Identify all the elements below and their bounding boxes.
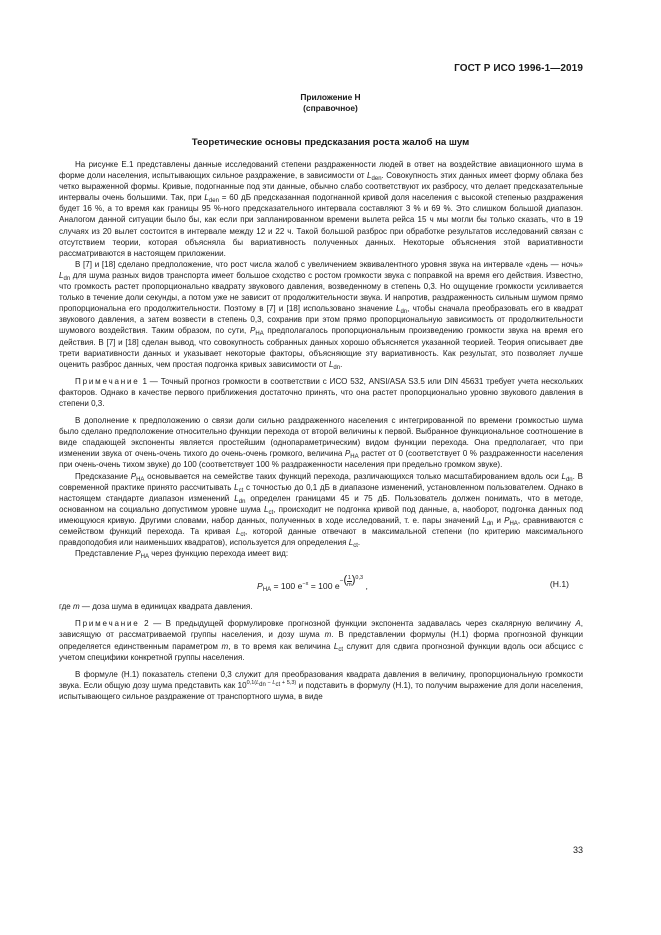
formula-legend: где m — доза шума в единицах квадрата давления. bbox=[59, 602, 253, 612]
annex-title: Приложение Н bbox=[300, 92, 361, 102]
formula-number: (Н.1) bbox=[549, 579, 569, 590]
formula-h1 bbox=[59, 563, 583, 601]
paragraph: В [7] и [18] сделано предположение, что рост числа жалоб с увеличением эквивалентного уровня звука на интервале «день — ночь» $L_{dn}$ для шума разных видов транспорта имеет большое сходство с ростом громкости звука с поправкой на время его действия. Известно, что громкость растет пропорционально квадрату звукового давления, возведенному в степень 0,3. Но ощущение громкости усиливается только в течение доли секунды, а потом уже не зависит от продолжительности звука. И напротив, раздраженность сильным шумом прямо пропорциональна его продолжительности. Поэтому в [7] и [18] использовано значение $L_{dn}$, чтобы сначала преобразовать его в квадрат звукового давления, а затем возвести в степень 0,3, сохранив при этом прямо пропорциональную зависимость от продолжительности шумового воздействия. Таким образом, по сути, $P_{HA}$ предполагалось пропорциональным произведению громкости звука на время его действия. В [7] и [18] сделан вывод, что совокупность собранных данных хорошо объясняется указанной теорией. Теория описывает две трети вариативности данных и указывает некоторые факторы, объясняющие эту вариативность. Как результат, это позволяет лучше оценить разброс данных, чем простая подгонка кривых зависимости от $L_{dn}$. bbox=[59, 259, 583, 371]
annex-subtitle: (справочное) bbox=[303, 103, 358, 113]
note-label: Примечание bbox=[75, 376, 140, 386]
paragraph: Представление $P_{HA}$ через функцию перехода имеет вид: bbox=[75, 549, 289, 561]
document-header: ГОСТ Р ИСО 1996-1—2019 bbox=[454, 63, 583, 74]
page-number: 33 bbox=[572, 845, 583, 855]
section-title: Теоретические основы предсказания роста жалоб на шум bbox=[191, 137, 470, 148]
note bbox=[59, 618, 583, 662]
note-text: 2 — В предыдущей формулировке прогнозной функции экспонента задавалась через скалярную величину A, зависящую от рассматриваемой группы населения, и дозу шума m. В представлении формулы (Н.1) форма прогнозной функции определяется единственным параметром m, в то время как величина $L_{ct}$ служит для сдвига прогнозной функции вдоль оси абсцисс с учетом специфики конкретной группы населения. bbox=[59, 619, 584, 662]
document-body bbox=[59, 159, 583, 702]
formula-expression: $P_{HA} = 100$ $e^{-x} = 100$ e−( $\frac{1}{m}$ )$^{0,3}$ , bbox=[257, 574, 368, 594]
annex-heading bbox=[0, 92, 661, 114]
note-label: Примечание bbox=[75, 619, 140, 629]
paragraph: На рисунке Е.1 представлены данные исследований степени раздраженности людей в ответ на воздействие авиационного шума в форме доли населения, испытывающих сильное раздражение, в зависимости от $L_{den}$. Совокупность этих данных имеет форму облака без четко выраженной формы. Кривые, подогнанные под эти данные, обычно слабо соответствуют их разбросу, что делает предсказательные интервалы очень большими. Так, при $L_{den} = 60$ дБ предсказанная подогнанной кривой доля населения с высокой степенью раздражения будет 16 %, а то время как границы 95 %-ного предсказательного интервала составляют 3 % и 69 %. Это слишком большой диапазон. Аналогом данной ситуации было бы, как если при запланированном времени вылета рейса 15 ч мы могли бы только сказать, что в 19 случаях из 20 вылет состоится в интервале между 12 и 22 ч. Такой большой разброс при обработке результатов исследований связан с отсутствием теории, которая объясняла бы вариативность полученных данных. Некоторые объяснения этой вариативности рассматриваются в настоящем приложении. bbox=[59, 160, 584, 258]
note-text: 1 — Точный прогноз громкости в соответствии с ИСО 532, ANSI/ASA S3.5 или DIN 45631 требует учета нескольких факторов. Однако в качестве первого приближения достаточно принять, что она растет пропорционально уровню звукового давления в степени 0,3. bbox=[59, 376, 583, 408]
paragraph: В дополнение к предположению о связи доли сильно раздраженного населения с интегрированной по времени громкостью шума было сделано предположение относительно функции перехода от второй величины к первой. Выбранное функциональное соотношение в виде спадающей экспоненты является простейшим (однопараметрическим) видом функции перехода. Она предполагает, что при изменении звука от очень-очень тихого до очень-очень громкого, величина $P_{HA}$ растет от 0 (соответствует 0 % раздраженности населения при очень-очень тихом звуке) до 100 (соответствует 100 % раздраженности населения при предельно громком звуке). bbox=[59, 416, 583, 470]
note bbox=[59, 376, 583, 409]
paragraph: В формуле (Н.1) показатель степени 0,3 служит для преобразования квадрата давления в величину, пропорциональную громкости звука. Если общую дозу шума представить как $10^{0,1(L_{dn} - L_{ct} + 5,3)}$ и подставить в формулу (Н.1), то получим выражение для доли населения, испытывающего сильное раздражение от транспортного шума, в виде bbox=[59, 669, 583, 701]
paragraph: Предсказание $P_{HA}$ основывается на семействе таких функций перехода, различающихся только масштабированием вдоль оси $L_{dn}$. В современной практике принято рассчитывать $L_{ct}$ с точностью до 0,1 дБ в диапазоне изменений, установленном пользователем. Однако в настоящем стандарте диапазон изменений $L_{dn}$ определен границами 45 и 75 дБ. Пользователь должен понимать, что в методе, основанном на социально допустимом уровне шума $L_{ct}$, происходит не подгонка кривой под данные, а, наоборот, подгонка данных под имеющуюся кривую. Другими словами, набор данных, полученных в ходе исследований, т. е. пары значений $L_{dn}$ и $P_{HA}$, сравниваются с семейством функций перехода. Та кривая $L_{ct}$, которой данные отвечают в максимальной степени (по критерию максимального правдоподобия или наименьших квадратов), используется для определения $L_{ct}$. bbox=[59, 471, 584, 550]
